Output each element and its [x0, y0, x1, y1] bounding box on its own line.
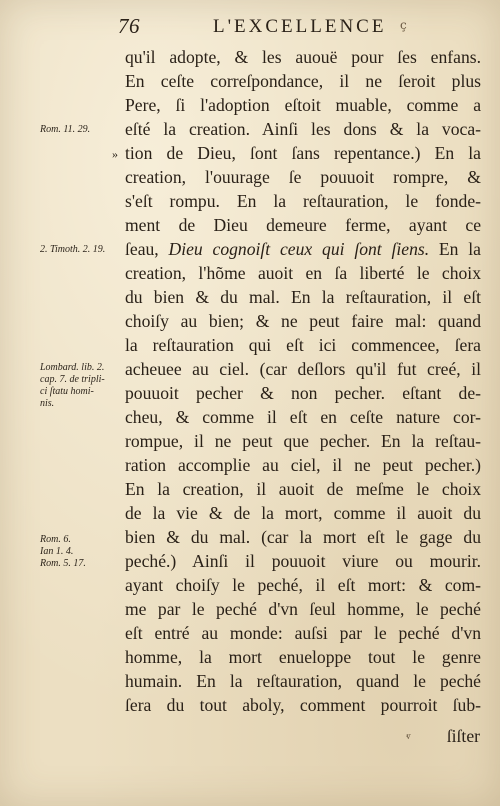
text-line: de la vie & de la mort, comme il auoit du: [125, 503, 481, 523]
footer-mark: ⱴ: [406, 731, 411, 742]
marginal-note-line: Ian 1. 4.: [40, 546, 74, 557]
text-line: [125, 236, 481, 262]
text-line: En la creation, il auoit de meſme le choix: [125, 479, 481, 499]
marginal-note-line: Rom. 6.: [40, 534, 71, 545]
marginal-note: [40, 362, 124, 410]
marginal-note: [40, 534, 124, 570]
text-line: me par le peché d'vn ſeul homme, le peché: [125, 599, 481, 619]
scripture-quote: Dieu cognoiſt ceux qui ſont ſiens.: [168, 239, 430, 259]
text-line: pouuoit pecher & non pecher. eſtant de-: [125, 383, 481, 403]
text-line: du bien & du mal. En la reſtauration, il eſt: [125, 287, 481, 307]
marginal-note-line: ci ſtatu homi-: [40, 386, 94, 397]
text-fragment: En la: [429, 239, 481, 259]
main-text: [0, 44, 500, 764]
text-line: ayant choiſy le peché, il eſt mort: & com-: [125, 575, 481, 595]
text-line: qu'il adopte, & les auouë pour ſes enfans.: [125, 47, 481, 67]
text-line: eſt entré au monde: auſsi par le peché d'vn: [125, 623, 481, 643]
text-line: humain. En la reſtauration, quand le peché: [125, 671, 481, 691]
marginal-note-line: Rom. 5. 17.: [40, 558, 86, 569]
text-line: bien & du mal. (car la mort eſt le gage du: [125, 527, 481, 547]
text-line: tion de Dieu, ſont ſans repentance.) En la: [125, 143, 481, 163]
text-line: En ceſte correſpondance, il ne ſeroit plus: [125, 71, 481, 91]
text-line: eſté la creation. Ainſi les dons & la voca-: [125, 119, 481, 139]
marginal-note: Rom. 11. 29.: [40, 124, 91, 135]
text-line: cheu, & comme il eſt en ceſte nature cor-: [125, 407, 481, 427]
text-line: ration accomplie au ciel, il ne peut pecher.): [125, 455, 481, 475]
marginal-note: 2. Timoth. 2. 19.: [40, 244, 106, 255]
marginal-quote-mark: »: [112, 147, 118, 161]
header-mark: ç: [400, 18, 407, 32]
text-line: acheuee au ciel. (car deſlors qu'il fut creé, il: [125, 359, 481, 379]
text-line: creation, l'hõme auoit en ſa liberté le choix: [125, 263, 481, 283]
text-line: s'eſt rompu. En la reſtauration, le fonde-: [125, 191, 481, 211]
text-line: ment de Dieu demeure ferme, ayant ce: [125, 215, 481, 235]
text-line: peché.) Ainſi il pouuoit viure ou mourir.: [125, 551, 481, 571]
catchword: ſiſter: [446, 726, 480, 746]
marginal-note-line: cap. 7. de tripli-: [40, 374, 105, 385]
text-line: Pere, ſi l'adoption eſtoit muable, comme a: [125, 95, 481, 115]
text-line: choiſy au bien; & ne peut faire mal: quand: [125, 311, 481, 331]
marginal-note-line: Lombard. lib. 2.: [40, 362, 105, 373]
text-line: creation, l'ouurage ſe pouuoit rompre, &: [125, 167, 481, 187]
text-fragment: ſeau,: [125, 239, 169, 259]
text-line: ſera du tout aboly, comment pourroit ſub-: [125, 695, 481, 715]
text-line: la reſtauration qui eſt ici commencee, ſera: [125, 335, 481, 355]
text-line: rompue, il ne peut que pecher. En la reſtau-: [125, 431, 481, 451]
marginal-note-line: nis.: [40, 398, 55, 409]
running-head: L'EXCELLENCE: [213, 16, 387, 37]
text-line: homme, la mort enueloppe tout le genre: [125, 647, 481, 667]
page-number: 76: [118, 14, 140, 38]
page-header: [0, 14, 500, 40]
